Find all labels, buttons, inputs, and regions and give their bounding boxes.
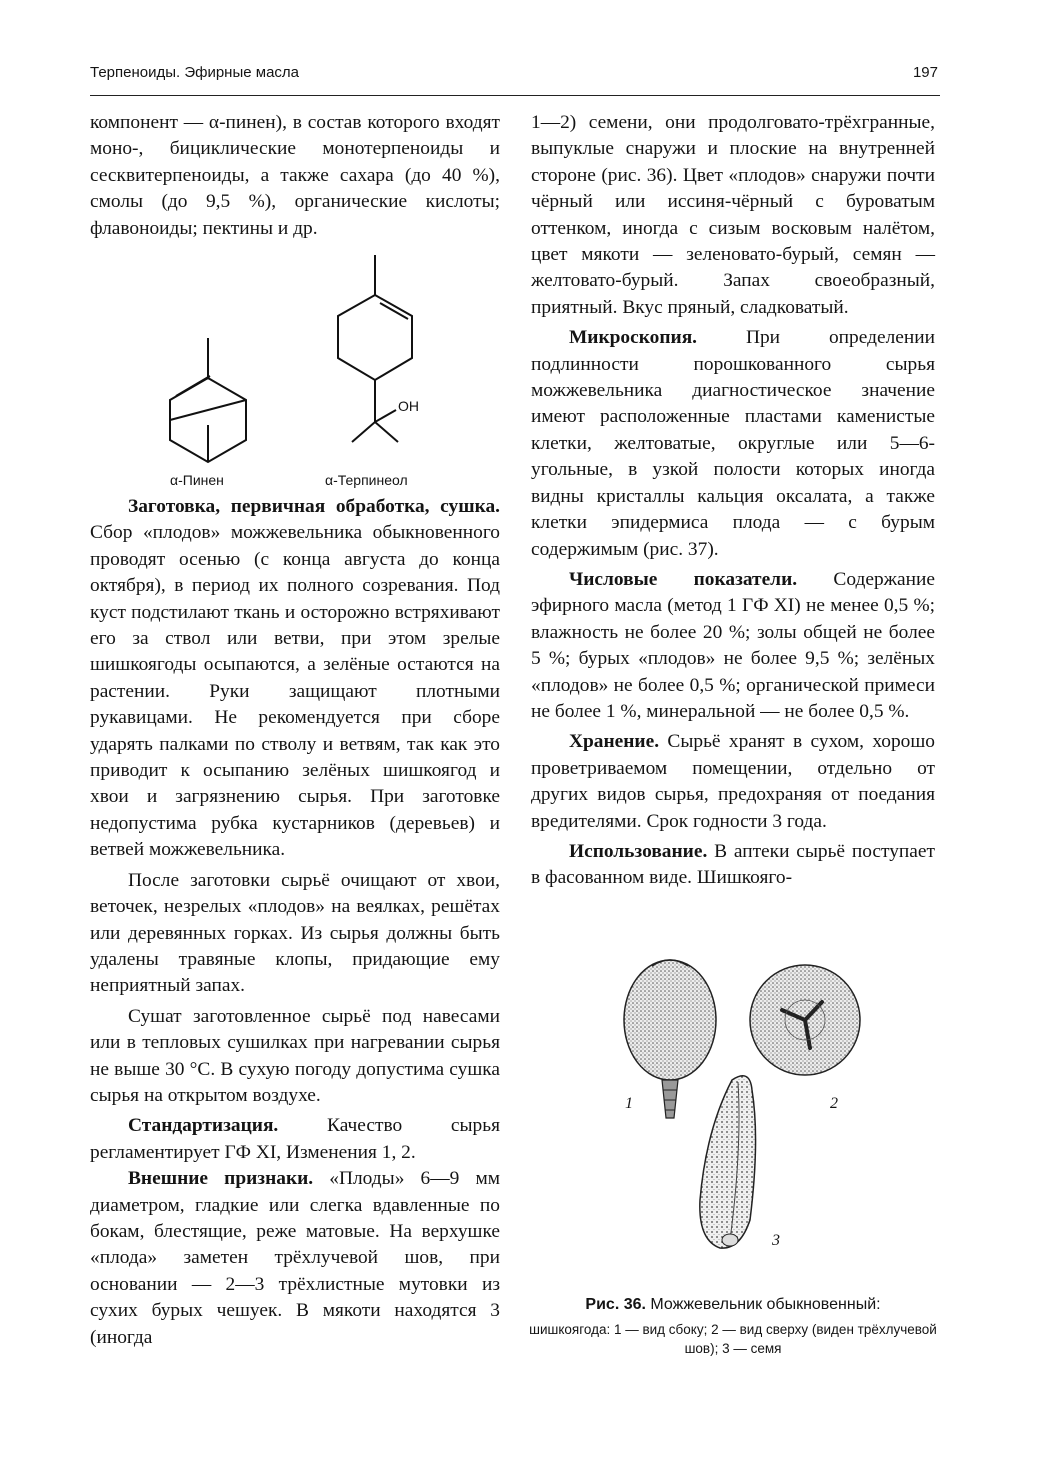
oh-group-label: OH <box>398 398 419 414</box>
caption-title-text: Можжевельник обыкновенный: <box>645 1296 881 1313</box>
running-title: Терпеноиды. Эфирные масла <box>90 64 300 81</box>
usage-text: В аптеки сырьё поступает в фасованном виде. Шишкояго- <box>531 840 935 889</box>
numeric-heading: Числовые показатели. <box>569 568 798 590</box>
microscopy-heading: Микроскопия. <box>569 327 698 349</box>
microscopy-text: При определении подлинности порошкованного сырья можжевельника диагностическое значение имеют расположенные пластами каменистые клетки, желтоватые, округлые или 5—6-угольные, в узкой полости которых иногда видны кристаллы кальция оксалата, а также клетки эпидермиса плода — с бурым содержимым (рис. 37). <box>531 327 935 560</box>
left-column-main <box>90 494 500 1351</box>
berry-side-view <box>624 960 716 1118</box>
continuation-paragraph: 1—2) семени, они продолговато-трёхгранные, выпуклые снаружи и плоские на внутренней стороне (рис. 36). Цвет «плодов» снаружи почти чёрный или иссиня-чёрный с буроватым оттенком, иногда с сизым восковым налётом, цвет мякоти — зеленовато-бурый, семян — желтовато-бурый. Запах своеобразный, приятный. Вкус пряный, сладковатый. <box>531 112 935 318</box>
numeric-paragraph <box>531 567 935 725</box>
figure-juniper <box>600 950 870 1260</box>
pinene-label: α-Пинен <box>170 472 224 488</box>
microscopy-paragraph <box>531 325 935 563</box>
berry-top-view <box>750 965 860 1075</box>
standard-paragraph <box>90 1113 500 1166</box>
figure-caption <box>528 1294 938 1358</box>
figure-label-2: 2 <box>830 1095 838 1112</box>
usage-paragraph <box>531 839 935 892</box>
caption-number: Рис. 36. <box>585 1296 646 1313</box>
standard-text: Качество сырья регламентирует ГФ XI, Изменения 1, 2. <box>90 1115 500 1163</box>
running-header <box>90 64 938 88</box>
page-number: 197 <box>912 64 938 81</box>
seed-view <box>700 1076 756 1248</box>
caption-body: шишкоягода: 1 — вид сбоку; 2 — вид сверху (виден трёхлучевой шов); 3 — семя <box>529 1322 937 1356</box>
right-column <box>531 110 935 892</box>
external-paragraph <box>90 1166 500 1351</box>
standard-heading: Стандартизация. <box>128 1115 279 1137</box>
external-heading: Внешние признаки. <box>128 1168 314 1190</box>
terpineol-label: α-Терпинеол <box>325 472 408 488</box>
harvest-text: Сбор «плодов» можжевельника обыкновенного проводят осенью (с конца августа до конца октября), в период их полного созревания. Под куст подстилают ткань и осторожно встряхивают его за ствол или ветви, при этом зрелые шишкоягоды осыпаются, а зелёные остаются на растении. Руки защищают плотными рукавицами. Не рекомендуется при сборе ударять палками по стволу и ветвям, так как это приводит к осыпанию зелёных шишкоягод и хвои и загрязнению сырья. При заготовке недопустима рубка кустарников (деревьев) и ветвей можжевельника. <box>90 522 500 861</box>
figure-label-1: 1 <box>625 1095 633 1112</box>
left-column-top <box>90 110 500 242</box>
cleaning-paragraph: После заготовки сырьё очищают от хвои, веточек, незрелых «плодов» на веялках, решётах или деревянных горках. Из сырья должны быть удалены травяные клопы, придающие ему неприятный запах. <box>90 869 500 997</box>
formula-drawing <box>150 250 480 490</box>
harvest-paragraph <box>90 494 500 864</box>
composition-paragraph: компонент — α-пинен), в состав которого входят моно-, бициклические монотерпеноиды и сесквитерпеноиды, а также сахара (до 40 %), смолы (до 9,5 %), органические кислоты; флавоноиды; пектины и др. <box>90 112 500 239</box>
storage-text: Сырьё хранят в сухом, хорошо проветриваемом помещении, отдельно от других видов сырья, предохраняя от поедания вредителями. Срок годности 3 года. <box>531 731 935 832</box>
chemical-formulas <box>150 250 480 490</box>
numeric-text: Содержание эфирного масла (метод 1 ГФ XI) не менее 0,5 %; влажность не более 20 %; золы общей не более 5 %; бурых «плодов» не более 9,5 %; зелёных «плодов» не более 0,5 %; органической примеси не более 1 %, минеральной — не более 0,5 %. <box>531 568 936 722</box>
external-text: «Плоды» 6—9 мм диаметром, гладкие или слегка вдавленные по бокам, блестящие, реже матовые. На верхушке «плода» заметен трёхлучевой шов, при основании — 2—3 трёхлистные мутовки из сухих бурых чешуек. В мякоти находятся 3 (иногда <box>90 1168 500 1348</box>
drying-paragraph: Сушат заготовленное сырьё под навесами или в тепловых сушилках при нагревании сырья не выше 30 °С. В сухую погоду допустима сушка сырья на открытом воздухе. <box>90 1005 500 1106</box>
storage-heading: Хранение. <box>569 731 660 753</box>
caption-title <box>528 1294 938 1316</box>
header-rule <box>90 95 940 96</box>
usage-heading: Использование. <box>569 840 708 862</box>
harvest-heading: Заготовка, первичная обработка, сушка. <box>128 496 500 517</box>
storage-paragraph <box>531 729 935 835</box>
figure-label-3: 3 <box>772 1232 780 1249</box>
